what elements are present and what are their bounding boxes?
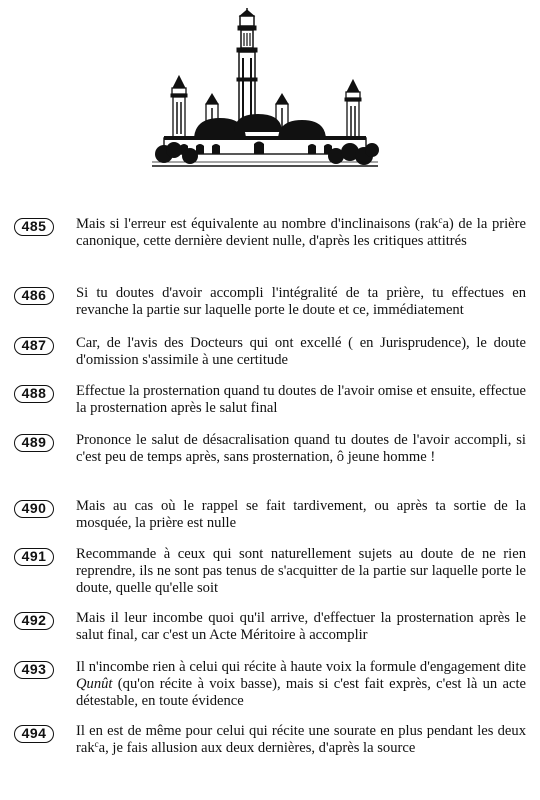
verse-number-badge: 488: [14, 385, 54, 403]
verse-number-badge: 490: [14, 500, 54, 518]
verse-text: Il en est de même pour celui qui récite une sourate en plus pendant les deux rak$^c$a, je fais allusion aux deux dernières, d'après la source: [76, 723, 526, 756]
verse-number-badge: 492: [14, 612, 54, 630]
verse-number-badge: 486: [14, 287, 54, 305]
verse-text: Mais au cas où le rappel se fait tardivement, ou après ta sortie de la mosquée, la prière est nulle: [76, 498, 526, 531]
verse-number-badge: 485: [14, 218, 54, 236]
verse-number-badge: 493: [14, 661, 54, 679]
verse-text: Mais si l'erreur est équivalente au nombre d'inclinaisons (rak$^c$a) de la prière canonique, cette dernière devient nulle, d'après les critiques attitrés: [76, 215, 526, 249]
verse-number-badge: 494: [14, 725, 54, 743]
verse-number-badge: 489: [14, 434, 54, 452]
verse-text: Mais il leur incombe quoi qu'il arrive, d'effectuer la prosternation après le salut final, car c'est un Acte Méritoire à accomplir: [76, 610, 526, 643]
verse-number-badge: 491: [14, 548, 54, 566]
verse-text: Effectue la prosternation quand tu doutes de l'avoir omise et ensuite, effectue la prosternation après le salut final: [76, 383, 526, 416]
verse-text: Car, de l'avis des Docteurs qui ont excellé ( en Jurisprudence), le doute d'omission s'assimile à une certitude: [76, 335, 526, 368]
verse-text: Prononce le salut de désacralisation quand tu doutes de l'avoir accompli, si c'est peu de temps après, sans prosternation, ô jeune homme !: [76, 432, 526, 465]
mosque-illustration-icon: [150, 6, 380, 172]
verse-text: Il n'incombe rien à celui qui récite à haute voix la formule d'engagement dite Qunût (qu'on récite à voix basse), mais si c'est fait exprès, c'est là un acte détestable, en toute évidence: [76, 659, 526, 709]
verse-text: Recommande à ceux qui sont naturellement sujets au doute de ne rien reprendre, ils ne sont pas tenus de s'acquitter de la partie sur laquelle porte le doute, quelle qu'elle soit: [76, 546, 526, 596]
verse-text: Si tu doutes d'avoir accompli l'intégralité de ta prière, tu effectues en revanche la partie sur laquelle porte le doute et ce, immédiatement: [76, 285, 526, 318]
verse-number-badge: 487: [14, 337, 54, 355]
